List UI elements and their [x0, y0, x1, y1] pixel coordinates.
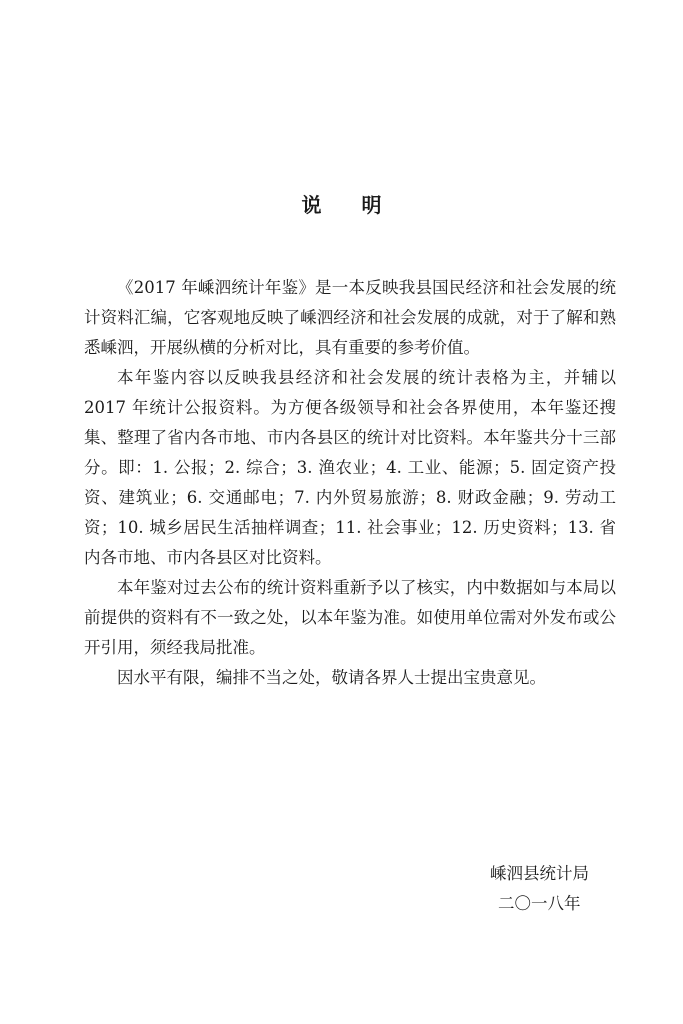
paragraph-contents: 本年鉴内容以反映我县经济和社会发展的统计表格为主，并辅以 2017 年统计公报资料。为方便各级领导和社会各界使用，本年鉴还搜集、整理了省内各市地、市内各县区的统计对比资料。本年鉴共分十三部分。即：1. 公报；2. 综合；3. 渔农业；4. 工业、能源；5. 固定资产投资、建筑业；6. 交通邮电；7. 内外贸易旅游；8. 财政金融；9. 劳动工资；10. 城乡居民生活抽样调查；11. 社会事业；12. 历史资料；13. 省内各市地、市内各县区对比资料。 [84, 368, 616, 567]
page-title-char-2: 明 [361, 193, 382, 217]
paragraph-intro: 《2017 年嵊泗统计年鉴》是一本反映我县国民经济和社会发展的统计资料汇编，它客观地反映了嵊泗经济和社会发展的成就，对于了解和熟悉嵊泗，开展纵横的分析对比，具有重要的参考价值。 [84, 278, 616, 357]
page-title [0, 189, 683, 218]
signature-organization: 嵊泗县统计局 [490, 864, 589, 883]
page-title-char-1: 说 [301, 193, 322, 217]
paragraph-closing: 因水平有限，编排不当之处，敬请各界人士提出宝贵意见。 [117, 668, 546, 687]
paragraph-verification: 本年鉴对过去公布的统计资料重新予以了核实，内中数据如与本局以前提供的资料有不一致之处，以本年鉴为准。如使用单位需对外发布或公开引用，须经我局批准。 [84, 578, 616, 657]
body-text [84, 273, 616, 693]
signature-block [470, 859, 630, 919]
signature-date: 二〇一八年 [498, 894, 581, 913]
